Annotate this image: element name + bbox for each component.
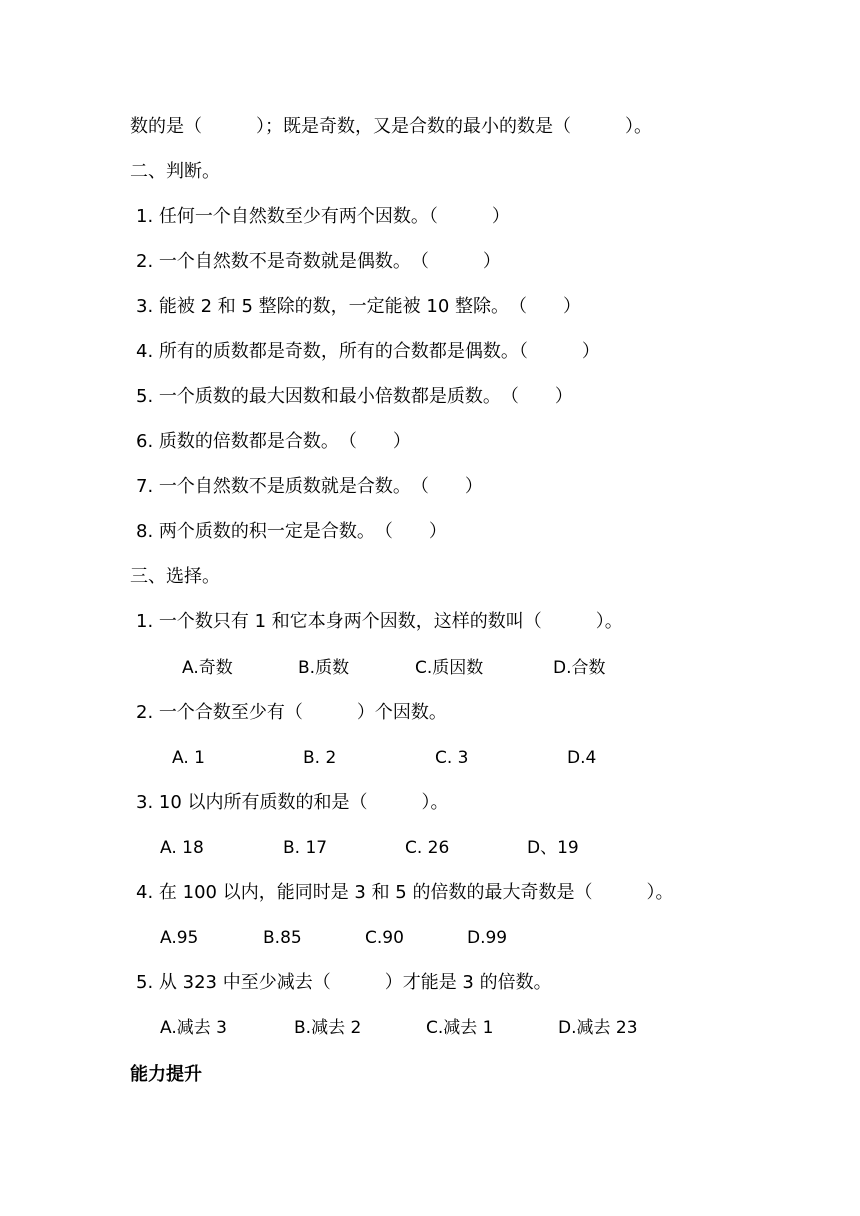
judgment-item-3: 3. 能被 2 和 5 整除的数，一定能被 10 整除。 （ ） [136, 296, 582, 317]
q4-option-a: A.95 [160, 928, 199, 948]
q1-option-d: D.合数 [553, 658, 606, 678]
q5-option-c: C.减去 1 [426, 1018, 494, 1038]
choice-question-2: 2. 一个合数至少有（ ）个因数。 [136, 702, 447, 723]
q5-option-b: B.减去 2 [294, 1018, 362, 1038]
q2-option-d: D.4 [567, 748, 597, 768]
q3-option-a: A. 18 [160, 838, 204, 858]
choice-question-5: 5. 从 323 中至少减去（ ）才能是 3 的倍数。 [136, 972, 552, 993]
judgment-item-5: 5. 一个质数的最大因数和最小倍数都是质数。 （ ） [136, 386, 573, 407]
q3-option-d: D、19 [527, 838, 579, 858]
choice-question-4: 4. 在 100 以内，能同时是 3 和 5 的倍数的最大奇数是（ ）。 [136, 882, 674, 903]
q5-option-a: A.减去 3 [160, 1018, 227, 1038]
judgment-item-2: 2. 一个自然数不是奇数就是偶数。 （ ） [136, 251, 501, 272]
section-heading-judgment: 二、判断。 [130, 161, 220, 182]
choice-question-1: 1. 一个数只有 1 和它本身两个因数，这样的数叫（ ）。 [136, 611, 623, 632]
section-heading-choice: 三、选择。 [130, 566, 220, 587]
judgment-item-7: 7. 一个自然数不是质数就是合数。 （ ） [136, 476, 483, 497]
judgment-item-8: 8. 两个质数的积一定是合数。 （ ） [136, 521, 447, 542]
q3-option-c: C. 26 [405, 838, 450, 858]
q1-option-c: C.质因数 [415, 658, 484, 678]
q4-option-b: B.85 [263, 928, 302, 948]
judgment-item-6: 6. 质数的倍数都是合数。 （ ） [136, 431, 411, 452]
choice-question-3: 3. 10 以内所有质数的和是（ ）。 [136, 792, 449, 813]
q2-option-b: B. 2 [303, 748, 337, 768]
q2-option-a: A. 1 [172, 748, 205, 768]
q4-option-d: D.99 [467, 928, 508, 948]
q2-option-c: C. 3 [435, 748, 469, 768]
q1-option-a: A.奇数 [182, 658, 233, 678]
section-heading-ability: 能力提升 [130, 1064, 202, 1085]
intro-line: 数的是（ ）；既是奇数，又是合数的最小的数是（ ）。 [130, 116, 652, 137]
q3-option-b: B. 17 [283, 838, 328, 858]
judgment-item-1: 1. 任何一个自然数至少有两个因数。（ ） [136, 206, 510, 227]
q5-option-d: D.减去 23 [558, 1018, 638, 1038]
q1-option-b: B.质数 [298, 658, 350, 678]
q4-option-c: C.90 [365, 928, 404, 948]
judgment-item-4: 4. 所有的质数都是奇数，所有的合数都是偶数。（ ） [136, 341, 600, 362]
